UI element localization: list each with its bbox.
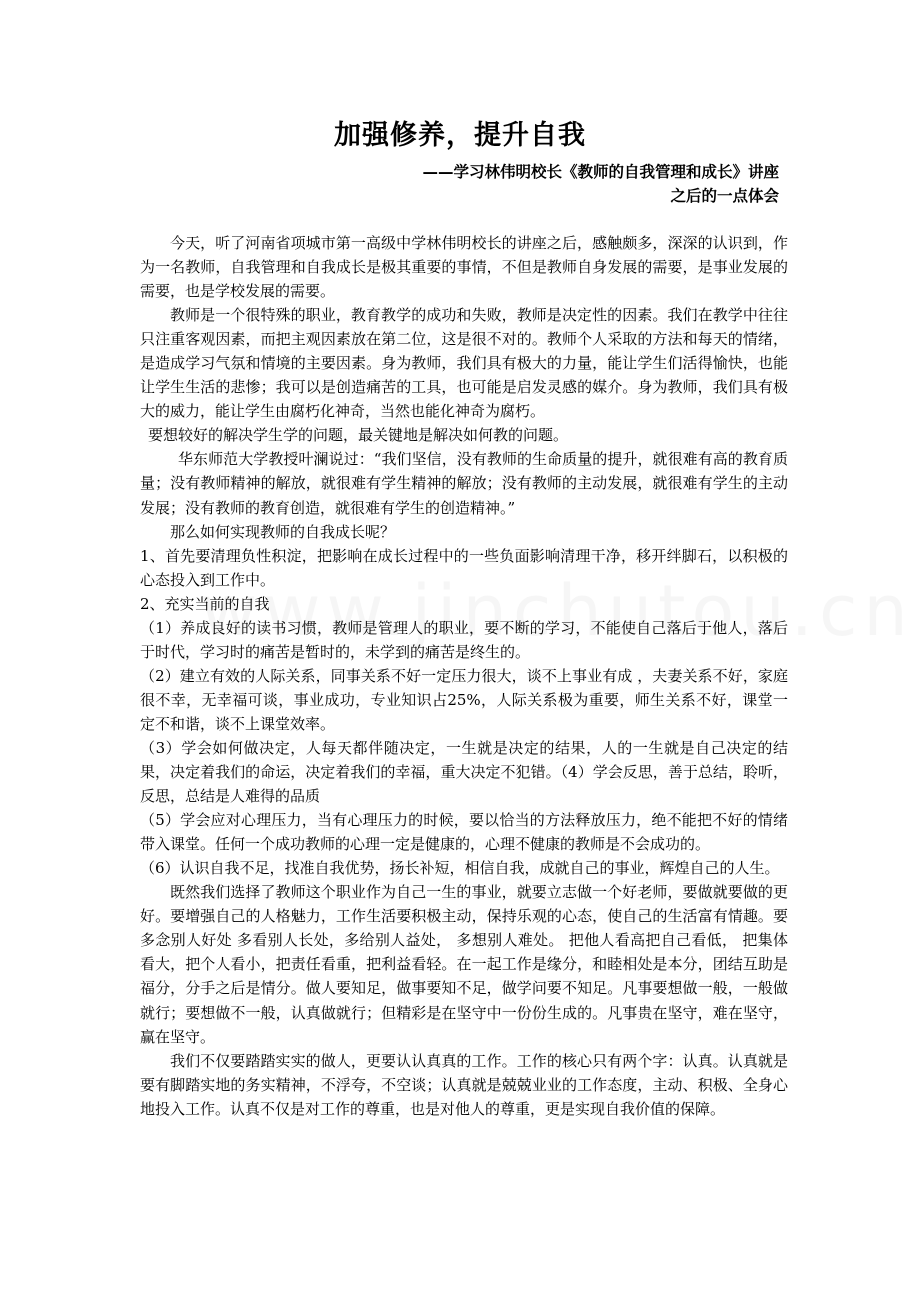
list-item: （2）建立有效的人际关系，同事关系不好一定压力很大，谈不上事业有成 ，夫妻关系不好，家庭很不幸，无幸福可谈，事业成功，专业知识占25%，人际关系极为重要，师生关系不好，课堂一定不和谐，谈不上课堂效率。: [140, 666, 788, 733]
paragraph: 既然我们选择了教师这个职业作为自己一生的事业，就要立志做一个好老师，要做就要做的更好。要增强自己的人格魅力，工作生活要积极主动，保持乐观的心态，使自己的生活富有情趣。要多念别人好处 多看别人长处，多给别人益处， 多想别人难处。 把他人看高把自己看低， 把集体看大，把个人看小，把责任看重，把利益看轻。在一起工作是缘分，和睦相处是本分，团结互助是福分，分手之后是情分。做人要知足，做事要知不足，做学问要不知足。凡事要想做一般，一般做就行；要想做不一般，认真做就行；但精彩是在坚守中一份份生成的。凡事贵在坚守，难在坚守，赢在坚守。: [140, 883, 788, 1046]
paragraph: 我们不仅要踏踏实实的做人，更要认认真真的工作。工作的核心只有两个字：认真。认真就是要有脚踏实地的务实精神，不浮夸，不空谈；认真就是兢兢业业的工作态度，主动、积极、全身心地投入工作。认真不仅是对工作的尊重，也是对他人的尊重，更是实现自我价值的保障。: [140, 1051, 788, 1118]
document-title: 加强修养，提升自我: [334, 120, 586, 151]
list-item: （5）学会应对心理压力，当有心理压力的时候，要以恰当的方法释放压力，绝不能把不好的情绪带入课堂。任何一个成功教师的心理一定是健康的，心理不健康的教师是不会成功的。: [140, 811, 788, 854]
paragraph: 教师是一个很特殊的职业，教育教学的成功和失败，教师是决定性的因素。我们在教学中往往只注重客观因素，而把主观因素放在第二位，这是很不对的。教师个人采取的方法和每天的情绪，是造成学习气氛和情境的主要因素。身为教师，我们具有极大的力量，能让学生们活得愉快，也能让学生生活的悲惨；我可以是创造痛苦的工具，也可能是启发灵感的媒介。身为教师，我们具有极大的威力，能让学生由腐朽化神奇，当然也能化神奇为腐朽。: [140, 306, 788, 421]
document-subtitle-line-2: 之后的一点体会: [670, 187, 779, 205]
paragraph: 那么如何实现教师的自我成长呢？: [170, 522, 396, 541]
list-item: （6）认识自我不足，找准自我优势，扬长补短，相信自我，成就自己的事业，辉煌自己的人生。: [140, 859, 780, 878]
list-item: （3）学会如何做决定，人每天都伴随决定，一生就是决定的结果，人的一生就是自己决定的结果，决定着我们的命运，决定着我们的幸福，重大决定不犯错。（4）学会反思，善于总结，聆听，反思，总结是人难得的品质: [140, 738, 788, 806]
list-item: （1）养成良好的读书习惯，教师是管理人的职业，要不断的学习，不能使自己落后于他人，落后于时代，学习时的痛苦是暂时的，未学到的痛苦是终生的。: [140, 618, 788, 661]
document-subtitle-line-1: ——学习林伟明校长《教师的自我管理和成长》讲座: [422, 163, 779, 181]
paragraph: 要想较好的解决学生学的问题，最关键地是解决如何教的问题。: [148, 426, 569, 445]
list-item: 2、充实当前的自我: [140, 594, 270, 613]
document-body: [140, 231, 788, 1121]
paragraph: 华东师范大学教授叶澜说过：“我们坚信，没有教师的生命质量的提升，就很难有高的教育质量；没有教师精神的解放，就很难有学生精神的解放；没有教师的主动发展，就很难有学生的主动发展；没有教师的教育创造，就很难有学生的创造精神。”: [140, 450, 788, 517]
list-item: 1、首先要清理负性积淀，把影响在成长过程中的一些负面影响清理干净，移开绊脚石，以积极的心态投入到工作中。: [140, 546, 788, 589]
paragraph: 今天，听了河南省项城市第一高级中学林伟明校长的讲座之后，感触颇多，深深的认识到，作为一名教师，自我管理和自我成长是极其重要的事情，不但是教师自身发展的需要，是事业发展的需要，也是学校发展的需要。: [140, 234, 788, 301]
